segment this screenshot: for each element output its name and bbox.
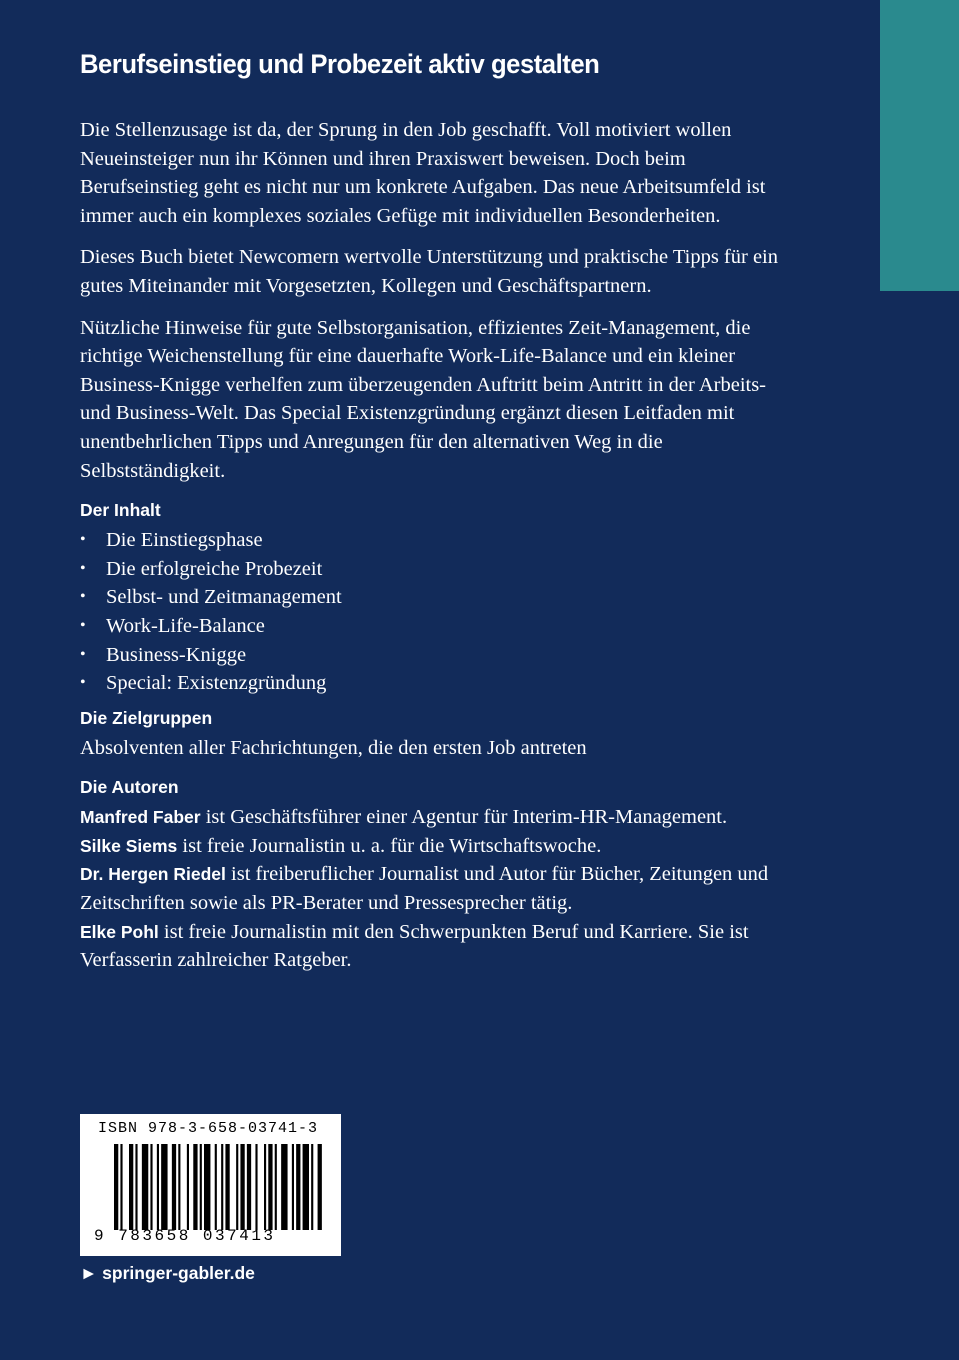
list-item: • Special: Existenzgründung bbox=[80, 669, 800, 698]
bullet-icon: • bbox=[80, 559, 86, 577]
barcode-bar bbox=[129, 1144, 133, 1230]
paragraph-offer: Dieses Buch bietet Newcomern wertvolle Unterstützung und praktische Tipps für ein gutes Miteinander mit Vorgesetzten, Kollegen und Geschäftspartnern. bbox=[80, 246, 778, 297]
barcode-bar bbox=[264, 1144, 266, 1230]
barcode-bar bbox=[240, 1144, 244, 1230]
barcode-bar bbox=[172, 1144, 176, 1230]
book-title: Berufseinstieg und Probezeit aktiv gestalten bbox=[80, 49, 600, 79]
barcode-bar bbox=[142, 1144, 148, 1230]
barcode-bar bbox=[161, 1144, 167, 1230]
author-entry: Silke Siems ist freie Journalistin u. a. für die Wirtschaftswoche. bbox=[80, 834, 602, 857]
audience-text: Absolventen aller Fachrichtungen, die den ersten Job antreten bbox=[80, 736, 587, 759]
barcode-bar bbox=[247, 1144, 251, 1230]
list-item: • Business-Knigge bbox=[80, 641, 800, 670]
publisher-website: ► springer-gabler.de bbox=[80, 1263, 255, 1283]
barcode-bar bbox=[200, 1144, 202, 1230]
barcode-icon bbox=[114, 1144, 324, 1230]
contents-heading: Der Inhalt bbox=[80, 500, 161, 521]
barcode-bar bbox=[135, 1144, 137, 1230]
author-name: Elke Pohl bbox=[80, 921, 159, 942]
bullet-icon: • bbox=[80, 531, 86, 549]
list-item: • Die Einstiegsphase bbox=[80, 526, 800, 555]
list-item: • Work-Life-Balance bbox=[80, 612, 800, 641]
list-item: • Die erfolgreiche Probezeit bbox=[80, 555, 800, 584]
contents-list bbox=[80, 526, 800, 698]
author-name: Manfred Faber bbox=[80, 807, 201, 828]
barcode-bar bbox=[296, 1144, 300, 1230]
list-item: • Selbst- und Zeitmanagement bbox=[80, 583, 800, 612]
accent-stripe bbox=[880, 0, 959, 291]
isbn-barcode bbox=[80, 1114, 341, 1256]
barcode-bar bbox=[303, 1144, 309, 1230]
barcode-bar bbox=[292, 1144, 294, 1230]
paragraph-intro: Die Stellenzusage ist da, der Sprung in den Job geschafft. Voll motiviert wollen Neueinsteiger nun ihr Können und ihren Praxiswert beweisen. Doch beim Berufseinstieg geht es nicht nur um konkrete Aufgaben. Das neue Arbeitsumfeld ist immer auch ein komplexes soziales Gefüge mit individuellen Besonderheiten. bbox=[80, 119, 766, 227]
barcode-bar bbox=[193, 1144, 197, 1230]
author-name: Silke Siems bbox=[80, 835, 178, 856]
bullet-icon: • bbox=[80, 674, 86, 692]
barcode-bar bbox=[120, 1144, 122, 1230]
barcode-bar bbox=[318, 1144, 322, 1230]
barcode-digits: 9 783658 037413 bbox=[94, 1227, 276, 1245]
isbn-label: ISBN 978-3-658-03741-3 bbox=[98, 1120, 319, 1137]
author-entry: Elke Pohl ist freie Journalistin mit den Schwerpunkten Beruf und Karriere. Sie ist Verfasserin zahlreicher Ratgeber. bbox=[80, 920, 749, 972]
barcode-bar bbox=[221, 1144, 223, 1230]
barcode-bar bbox=[114, 1144, 118, 1230]
authors-heading: Die Autoren bbox=[80, 777, 179, 798]
barcode-bar bbox=[255, 1144, 257, 1230]
barcode-bar bbox=[225, 1144, 229, 1230]
author-entry: Dr. Hergen Riedel ist freiberuflicher Journalist und Autor für Bücher, Zeitungen und Zeitschriften sowie als PR-Berater und Pressesprecher tätig. bbox=[80, 863, 769, 915]
barcode-bar bbox=[268, 1144, 272, 1230]
author-name: Dr. Hergen Riedel bbox=[80, 864, 226, 885]
bullet-icon: • bbox=[80, 645, 86, 663]
barcode-bar bbox=[204, 1144, 210, 1230]
barcode-bar bbox=[157, 1144, 159, 1230]
barcode-bar bbox=[187, 1144, 189, 1230]
barcode-bar bbox=[178, 1144, 180, 1230]
barcode-bar bbox=[275, 1144, 277, 1230]
bullet-icon: • bbox=[80, 616, 86, 634]
author-entry: Manfred Faber ist Geschäftsführer einer Agentur für Interim-HR-Management. bbox=[80, 806, 728, 829]
audience-heading: Die Zielgruppen bbox=[80, 707, 213, 728]
back-cover-text bbox=[80, 46, 800, 975]
barcode-bar bbox=[311, 1144, 313, 1230]
barcode-bar bbox=[150, 1144, 152, 1230]
barcode-bar bbox=[281, 1144, 287, 1230]
paragraph-details: Nützliche Hinweise für gute Selbstorganisation, effizientes Zeit-Management, die richtige Weichenstellung für eine dauerhafte Work-Life-Balance und ein kleiner Business-Knigge verhelfen zum überzeugenden Auftritt beim Antritt in der Arbeits- und Business-Welt. Das Special Existenzgründung ergänzt diesen Leitfaden mit unentbehrlichen Tipps und Anregungen für den alternativen Weg in die Selbstständigkeit. bbox=[80, 316, 767, 482]
barcode-bar bbox=[215, 1144, 217, 1230]
barcode-bar bbox=[236, 1144, 238, 1230]
bullet-icon: • bbox=[80, 588, 86, 606]
